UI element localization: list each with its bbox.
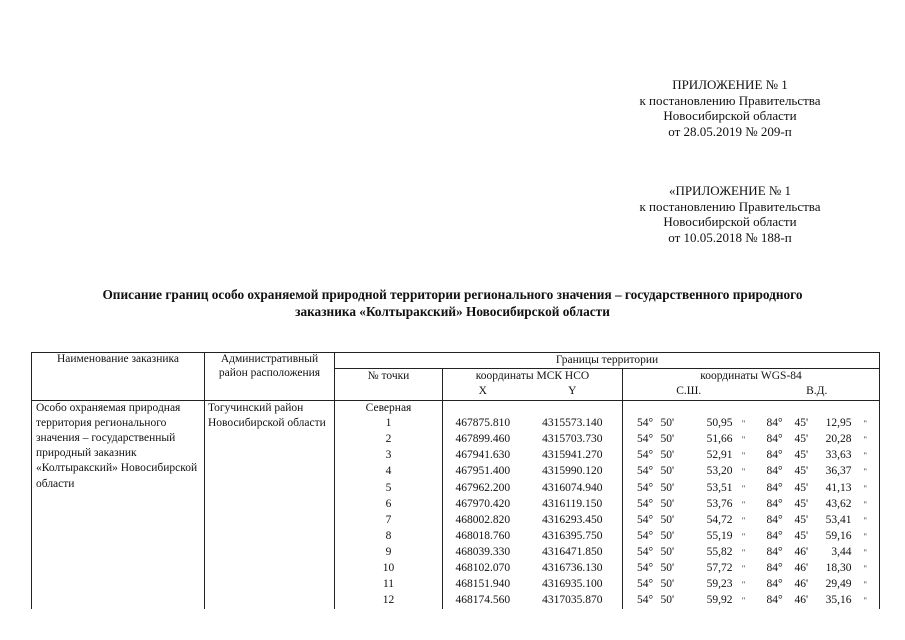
lon-seconds: 35,16 <box>825 594 852 607</box>
lon-seconds: 20,28 <box>825 433 852 446</box>
lat-seconds: 52,91 <box>706 449 733 462</box>
lon-seconds: 41,13 <box>825 481 852 494</box>
lon-seconds-mark: " <box>852 593 880 609</box>
header-x: X <box>443 384 523 400</box>
coord-x: 467962.200 <box>455 481 511 494</box>
lat-degrees: 54° <box>637 465 654 478</box>
lat-minutes: 50' <box>660 449 675 462</box>
lat-minutes: 50' <box>660 497 675 510</box>
header-y: Y <box>523 384 623 400</box>
lat-seconds: 50,95 <box>706 417 733 430</box>
lon-minutes: 45' <box>794 513 809 526</box>
lon-minutes: 46' <box>794 545 809 558</box>
lon-degrees: 84° <box>766 594 783 607</box>
lat-minutes: 50' <box>660 545 675 558</box>
point-number: 1 <box>335 416 443 432</box>
lat-degrees: 54° <box>637 417 654 430</box>
lon-minutes: 46' <box>794 562 809 575</box>
header-boundaries: Границы территории <box>335 353 880 369</box>
point-number: 2 <box>335 432 443 448</box>
lon-seconds-mark: " <box>852 481 880 497</box>
lon-degrees: 84° <box>766 465 783 478</box>
coord-y: 4316935.100 <box>523 577 623 593</box>
lat-seconds-mark: " <box>741 564 746 574</box>
header-point-number: № точки <box>335 369 443 400</box>
lat-seconds: 54,72 <box>706 513 733 526</box>
boundary-table <box>31 352 880 609</box>
coord-y: 4316074.940 <box>523 481 623 497</box>
lon-degrees: 84° <box>766 513 783 526</box>
point-number: 11 <box>335 577 443 593</box>
lon-seconds: 43,62 <box>825 497 852 510</box>
lat-minutes: 50' <box>660 465 675 478</box>
point-number: 12 <box>335 593 443 609</box>
lon-seconds-mark: " <box>852 497 880 513</box>
coord-x: 467970.420 <box>455 497 511 510</box>
lon-seconds: 3,44 <box>831 545 852 558</box>
appendix-line: от 28.05.2019 № 209-п <box>668 123 792 139</box>
coord-x: 468174.560 <box>455 594 511 607</box>
lat-minutes: 50' <box>660 417 675 430</box>
lon-degrees: 84° <box>766 545 783 558</box>
lon-minutes: 45' <box>794 529 809 542</box>
coord-x: 468102.070 <box>455 562 511 575</box>
lon-minutes: 45' <box>794 497 809 510</box>
lat-minutes: 50' <box>660 562 675 575</box>
lon-minutes: 45' <box>794 465 809 478</box>
lon-seconds-mark: " <box>852 545 880 561</box>
lat-seconds-mark: " <box>741 531 746 541</box>
lat-degrees: 54° <box>637 594 654 607</box>
lat-seconds-mark: " <box>741 483 746 493</box>
lat-seconds-mark: " <box>741 451 746 461</box>
lat-minutes: 50' <box>660 594 675 607</box>
lat-seconds-mark: " <box>741 596 746 606</box>
coord-y: 4315990.120 <box>523 464 623 480</box>
lon-seconds: 12,95 <box>825 417 852 430</box>
section-label: Северная <box>335 400 443 416</box>
lat-degrees: 54° <box>637 449 654 462</box>
coord-y: 4315573.140 <box>523 416 623 432</box>
lat-seconds-mark: " <box>741 515 746 525</box>
title-line: заказника «Колтыракский» Новосибирской области <box>295 304 610 319</box>
lat-degrees: 54° <box>637 529 654 542</box>
lat-minutes: 50' <box>660 578 675 591</box>
lon-degrees: 84° <box>766 529 783 542</box>
lon-seconds: 18,30 <box>825 562 852 575</box>
reserve-name-cell: Особо охраняемая природная территория регионального значения – государственный природный заказник «Колтыракский» Новосибирской области <box>32 400 205 609</box>
coord-y: 4316471.850 <box>523 545 623 561</box>
appendix-header-current <box>560 77 900 139</box>
point-number: 5 <box>335 481 443 497</box>
appendix-line: к постановлению Правительства <box>639 198 821 214</box>
lon-seconds: 59,16 <box>825 529 852 542</box>
appendix-line: Новосибирской области <box>663 214 797 229</box>
lat-degrees: 54° <box>637 497 654 510</box>
lat-seconds: 55,19 <box>706 529 733 542</box>
lon-minutes: 46' <box>794 578 809 591</box>
coord-x: 468039.330 <box>455 545 511 558</box>
lat-seconds-mark: " <box>741 499 746 509</box>
lon-seconds: 29,49 <box>825 578 852 591</box>
lon-degrees: 84° <box>766 562 783 575</box>
header-wgs-coordinates: координаты WGS-84 <box>623 369 880 385</box>
lon-seconds-mark: " <box>852 464 880 480</box>
lon-degrees: 84° <box>766 417 783 430</box>
point-number: 6 <box>335 497 443 513</box>
appendix-line: к постановлению Правительства <box>639 92 821 108</box>
lon-minutes: 45' <box>794 481 809 494</box>
coord-y: 4316736.130 <box>523 561 623 577</box>
header-district: Административный район расположения <box>205 353 335 401</box>
coord-x: 468002.820 <box>455 513 511 526</box>
coord-x: 467875.810 <box>455 417 511 430</box>
lat-seconds: 55,82 <box>706 545 733 558</box>
header-latitude: С.Ш. <box>623 384 755 400</box>
point-number: 7 <box>335 513 443 529</box>
lat-seconds: 51,66 <box>706 433 733 446</box>
coord-y: 4316293.450 <box>523 513 623 529</box>
appendix-line: «ПРИЛОЖЕНИЕ № 1 <box>668 183 792 198</box>
lon-seconds-mark: " <box>852 432 880 448</box>
document-title <box>20 286 885 320</box>
lon-minutes: 45' <box>794 449 809 462</box>
lon-seconds-mark: " <box>852 577 880 593</box>
header-reserve-name: Наименование заказника <box>32 353 205 401</box>
lon-minutes: 46' <box>794 594 809 607</box>
coord-y: 4316395.750 <box>523 529 623 545</box>
coord-x: 468018.760 <box>455 529 511 542</box>
lon-seconds-mark: " <box>852 513 880 529</box>
coord-y: 4316119.150 <box>523 497 623 513</box>
point-number: 10 <box>335 561 443 577</box>
lat-seconds: 53,76 <box>706 497 733 510</box>
lat-seconds: 57,72 <box>706 562 733 575</box>
coord-y: 4315703.730 <box>523 432 623 448</box>
lat-seconds-mark: " <box>741 467 746 477</box>
lat-degrees: 54° <box>637 513 654 526</box>
lat-degrees: 54° <box>637 562 654 575</box>
lon-degrees: 84° <box>766 497 783 510</box>
coord-x: 467941.630 <box>455 449 511 462</box>
appendix-header-previous <box>560 183 900 245</box>
coord-y: 4315941.270 <box>523 448 623 464</box>
appendix-line: Новосибирской области <box>663 108 797 123</box>
title-line: Описание границ особо охраняемой природной территории регионального значения – государственного природного <box>102 287 803 302</box>
lon-seconds-mark: " <box>852 529 880 545</box>
lat-seconds: 59,92 <box>706 594 733 607</box>
coord-x: 467951.400 <box>455 465 511 478</box>
lat-degrees: 54° <box>637 578 654 591</box>
lat-seconds: 59,23 <box>706 578 733 591</box>
point-number: 9 <box>335 545 443 561</box>
coord-y: 4317035.870 <box>523 593 623 609</box>
lon-seconds-mark: " <box>852 561 880 577</box>
lat-seconds-mark: " <box>741 547 746 557</box>
lon-degrees: 84° <box>766 449 783 462</box>
lon-degrees: 84° <box>766 481 783 494</box>
district-cell: Тогучинский район Новосибирской области <box>205 400 335 609</box>
lat-minutes: 50' <box>660 529 675 542</box>
lat-degrees: 54° <box>637 481 654 494</box>
lon-seconds-mark: " <box>852 448 880 464</box>
lon-seconds: 33,63 <box>825 449 852 462</box>
appendix-line: ПРИЛОЖЕНИЕ № 1 <box>672 77 788 92</box>
lat-degrees: 54° <box>637 433 654 446</box>
appendix-line: от 10.05.2018 № 188-п <box>668 229 792 245</box>
lat-minutes: 50' <box>660 513 675 526</box>
lat-minutes: 50' <box>660 481 675 494</box>
lat-seconds: 53,20 <box>706 465 733 478</box>
point-number: 3 <box>335 448 443 464</box>
lon-seconds: 36,37 <box>825 465 852 478</box>
lon-minutes: 45' <box>794 433 809 446</box>
lat-seconds-mark: " <box>741 419 746 429</box>
point-number: 8 <box>335 529 443 545</box>
lon-degrees: 84° <box>766 578 783 591</box>
lon-degrees: 84° <box>766 433 783 446</box>
lat-minutes: 50' <box>660 433 675 446</box>
lat-seconds-mark: " <box>741 435 746 445</box>
coord-x: 468151.940 <box>455 578 511 591</box>
coord-x: 467899.460 <box>455 433 511 446</box>
point-number: 4 <box>335 464 443 480</box>
header-longitude: В.Д. <box>755 384 880 400</box>
lon-seconds-mark: " <box>852 416 880 432</box>
lon-seconds: 53,41 <box>825 513 852 526</box>
lat-seconds: 53,51 <box>706 481 733 494</box>
header-msk-coordinates: координаты МСК НСО <box>443 369 623 385</box>
lat-seconds-mark: " <box>741 580 746 590</box>
lon-minutes: 45' <box>794 417 809 430</box>
lat-degrees: 54° <box>637 545 654 558</box>
